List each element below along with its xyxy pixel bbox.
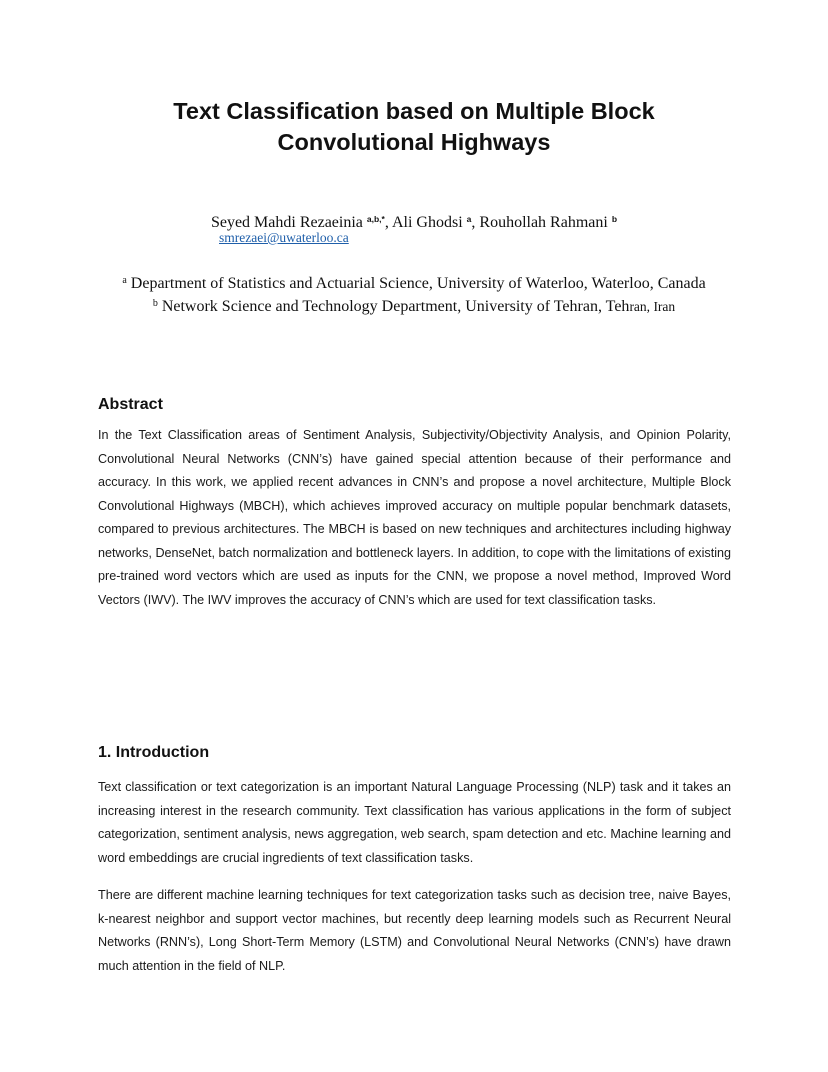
author-separator-1: ,: [384, 214, 392, 231]
affiliation-a-text: Department of Statistics and Actuarial Science, University of Waterloo, Waterloo, Canada: [130, 275, 706, 292]
affiliation-a-marker: a: [122, 275, 127, 286]
author-superscript-1: a,b,*: [366, 214, 385, 224]
author-name-2: Ali Ghodsi: [391, 214, 463, 231]
abstract-heading: Abstract: [98, 396, 163, 413]
affiliation-a: [0, 271, 828, 294]
affiliation-b: [0, 294, 828, 317]
paper-title-line-2: Convolutional Highways: [277, 129, 551, 155]
author-list: [0, 209, 828, 233]
author-name-1: Seyed Mahdi Rezaeinia: [210, 214, 363, 231]
abstract-text: In the Text Classification areas of Sentiment Analysis, Subjectivity/Objectivity Analysis, and Opinion Polarity, Convolutional Neural Networks (CNN’s) have gained special attention because of their performance and accuracy. In this work, we applied recent advances in CNN’s and propose a novel architecture, Multiple Block Convolutional Highways (MBCH), which achieves improved accuracy on multiple popular benchmark datasets, compared to previous architectures. The MBCH is based on new techniques and architectures including highway networks, DenseNet, batch normalization and bottleneck layers. In addition, to cope with the limitations of existing pre-trained word vectors which are used as inputs for the CNN, we propose a novel method, Improved Word Vectors (IWV). The IWV improves the accuracy of CNN’s which are used for text classification tasks.: [98, 428, 731, 607]
introduction-paragraph-2: There are different machine learning techniques for text categorization tasks such as decision tree, naive Bayes, k-nearest neighbor and support vector machines, but recently deep learning models such as Recurrent Neural Networks (RNN’s), Long Short-Term Memory (LSTM) and Convolutional Neural Networks (CNN’s) have drawn much attention in the field of NLP.: [98, 888, 731, 973]
introduction-paragraph-1: Text classification or text categorization is an important Natural Language Processing (NLP) task and it takes an increasing interest in the research community. Text classification has various applications in the form of subject categorization, sentiment analysis, news aggregation, web search, spam detection and etc. Machine learning and word embeddings are crucial ingredients of text classification tasks.: [98, 780, 731, 865]
author-email-link[interactable]: smrezaei@uwaterloo.ca: [219, 230, 349, 245]
introduction-heading: 1. Introduction: [98, 744, 210, 761]
author-superscript-2: a: [466, 214, 472, 224]
affiliation-b-country: Iran: [650, 299, 676, 314]
affiliation-b-marker: b: [152, 298, 158, 309]
affiliation-b-tail: ran,: [629, 299, 651, 314]
paper-title-line-1: Text Classification based on Multiple Block: [173, 98, 655, 124]
author-superscript-3: b: [611, 214, 618, 224]
affiliation-b-text: Network Science and Technology Department, University of Tehran, Teh: [161, 298, 630, 315]
author-name-3: Rouhollah Rahmani: [479, 214, 608, 231]
paper-title: [60, 96, 768, 158]
author-separator-2: ,: [471, 214, 480, 231]
